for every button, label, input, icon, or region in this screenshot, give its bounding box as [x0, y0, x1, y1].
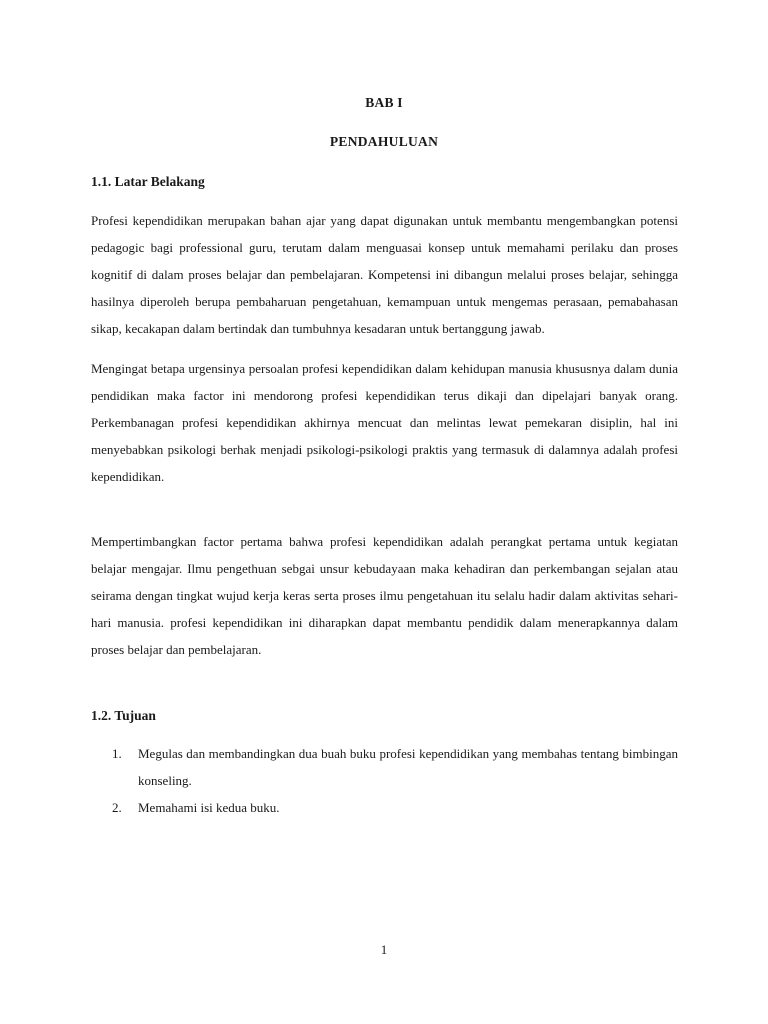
chapter-title: PENDAHULUAN: [329, 134, 439, 149]
goal-item: [91, 794, 678, 821]
paragraph-2: Mengingat betapa urgensinya persoalan profesi kependidikan dalam kehidupan manusia khususnya dalam dunia pendidikan maka factor ini mendorong profesi kependidikan terus dikaji dan dipelajari banyak orang. Perkembanagan profesi kependidikan akhirnya mencuat dan melintas lewat pemekaran disiplin, hal ini menyebabkan psikologi berhak menjadi psikologi-psikologi praktis yang termasuk di dalamnya adalah profesi kependidikan.: [91, 361, 678, 484]
page-number: 1: [380, 942, 388, 957]
goal-item-number: 1.: [112, 746, 122, 761]
paragraph-1: Profesi kependidikan merupakan bahan ajar yang dapat digunakan untuk membantu mengembangkan potensi pedagogic bagi professional guru, terutam dalam menguasai konsep untuk memahami perilaku dan proses kognitif di dalam proses belajar dan pembelajaran. Kompetensi ini dibangun melalui proses belajar, sehingga hasilnya diperoleh berupa pembaharuan pengetahuan, kemampuan untuk mengemas perasaan, pemabahasan sikap, kecakapan dalam bertindak dan tumbuhnya kesadaran untuk bertanggung jawab.: [91, 213, 678, 336]
goal-item-text: Megulas dan membandingkan dua buah buku profesi kependidikan yang membahas tentang bimbingan konseling.: [138, 746, 678, 788]
goal-list: [91, 740, 678, 821]
goal-item-text: Memahami isi kedua buku.: [138, 800, 280, 815]
chapter-label: BAB I: [365, 95, 403, 110]
section-heading-tujuan: 1.2. Tujuan: [91, 708, 156, 723]
goal-item: [91, 740, 678, 794]
paragraph-3: Mempertimbangkan factor pertama bahwa profesi kependidikan adalah perangkat pertama untuk kegiatan belajar mengajar. Ilmu pengethuan sebgai unsur kebudayaan maka kehadiran dan perkembangan sejalan atau seirama dengan tingkat wujud kerja keras serta proses ilmu pengetahuan itu selalu hadir dalam aktivitas sehari-hari manusia. profesi kependidikan ini diharapkan dapat membantu pendidik dalam menerapkannya dalam proses belajar dan pembelajaran.: [91, 534, 678, 657]
section-heading-latar-belakang: 1.1. Latar Belakang: [91, 174, 205, 189]
goal-item-number: 2.: [112, 800, 122, 815]
